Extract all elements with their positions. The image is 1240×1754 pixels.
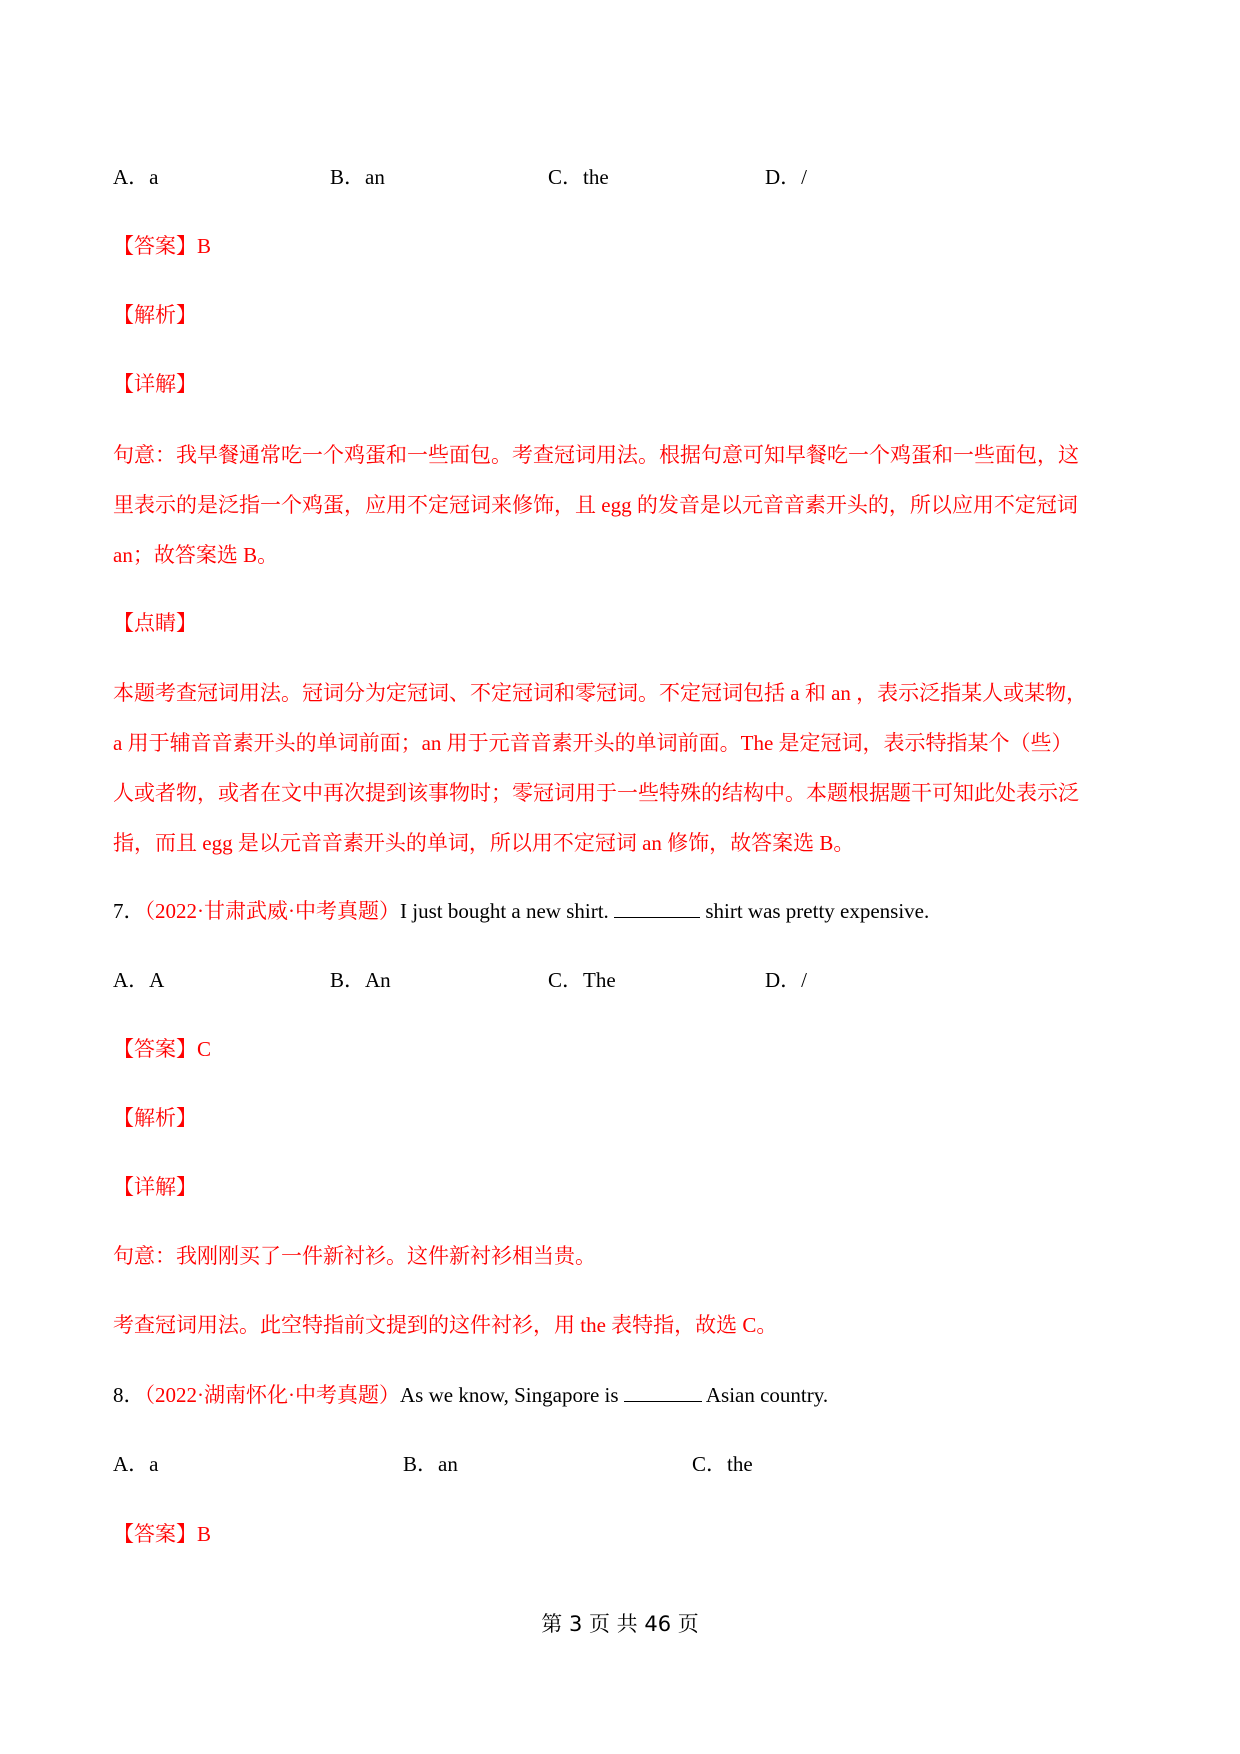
- q8-blank: [624, 1383, 702, 1402]
- q8-option-c: C．the: [692, 1452, 753, 1476]
- q6-detail-label: 【详解】: [113, 372, 197, 396]
- q6-detail-text: [113, 430, 1128, 580]
- q6-highlight-line: 指，而且 egg 是以元音音素开头的单词，所以用不定冠词 an 修饰，故答案选 B。: [113, 831, 855, 855]
- q7-number: 7．: [113, 899, 145, 923]
- q7-stem: [113, 897, 929, 925]
- q6-answer: 【答案】B: [113, 234, 212, 258]
- q7-detail-line: 句意：我刚刚买了一件新衬衫。这件新衬衫相当贵。: [113, 1244, 596, 1268]
- q8-number: 8．: [113, 1383, 145, 1407]
- q8-stem-before: As we know, Singapore is: [400, 1383, 624, 1407]
- q7-detail-label: 【详解】: [113, 1175, 197, 1199]
- q6-detail-line: 里表示的是泛指一个鸡蛋，应用不定冠词来修饰，且 egg 的发音是以元音音素开头的，所以应用不定冠词: [113, 493, 1078, 517]
- q8-option-b: B．an: [403, 1452, 458, 1476]
- q7-source: （2022·甘肃武威·中考真题）: [144, 899, 400, 923]
- page-number: 第 3 页 共 46 页: [541, 1612, 699, 1636]
- q6-highlight-text: [113, 668, 1128, 868]
- q6-highlight-label: 【点睛】: [113, 611, 197, 635]
- q8-stem: [113, 1381, 828, 1409]
- q6-analysis-label: 【解析】: [113, 303, 197, 327]
- q6-option-c: C．the: [548, 165, 609, 189]
- q8-option-a: A．a: [113, 1452, 159, 1476]
- q7-answer: 【答案】C: [113, 1037, 212, 1061]
- q6-highlight-line: 本题考查冠词用法。冠词分为定冠词、不定冠词和零冠词。不定冠词包括 a 和 an ，表示泛指某人或某物，: [113, 681, 1088, 705]
- q6-option-a: A．a: [113, 165, 159, 189]
- q8-stem-after: Asian country.: [701, 1383, 829, 1407]
- q7-blank: [614, 899, 700, 918]
- q7-option-b: B．An: [330, 968, 391, 992]
- q6-detail-line: an；故答案选 B。: [113, 543, 279, 567]
- q7-option-a: A．A: [113, 968, 165, 992]
- q7-stem-before: I just bought a new shirt.: [400, 899, 615, 923]
- q6-detail-line: 句意：我早餐通常吃一个鸡蛋和一些面包。考查冠词用法。根据句意可知早餐吃一个鸡蛋和一些面包，这: [113, 443, 1079, 467]
- q8-answer: 【答案】B: [113, 1522, 212, 1546]
- q7-detail-line: 考查冠词用法。此空特指前文提到的这件衬衫，用 the 表特指，故选 C。: [113, 1313, 778, 1337]
- q7-option-d: D．/: [765, 968, 807, 992]
- q6-option-d: D．/: [765, 165, 807, 189]
- q7-analysis-label: 【解析】: [113, 1106, 197, 1130]
- q6-option-b: B．an: [330, 165, 385, 189]
- q7-stem-after: shirt was pretty expensive.: [700, 899, 930, 923]
- q6-highlight-line: 人或者物，或者在文中再次提到该事物时；零冠词用于一些特殊的结构中。本题根据题干可知此处表示泛: [113, 781, 1079, 805]
- q7-option-c: C．The: [548, 968, 616, 992]
- q6-highlight-line: a 用于辅音音素开头的单词前面；an 用于元音音素开头的单词前面。The 是定冠词，表示特指某个（些）: [113, 731, 1073, 755]
- q8-source: （2022·湖南怀化·中考真题）: [144, 1383, 400, 1407]
